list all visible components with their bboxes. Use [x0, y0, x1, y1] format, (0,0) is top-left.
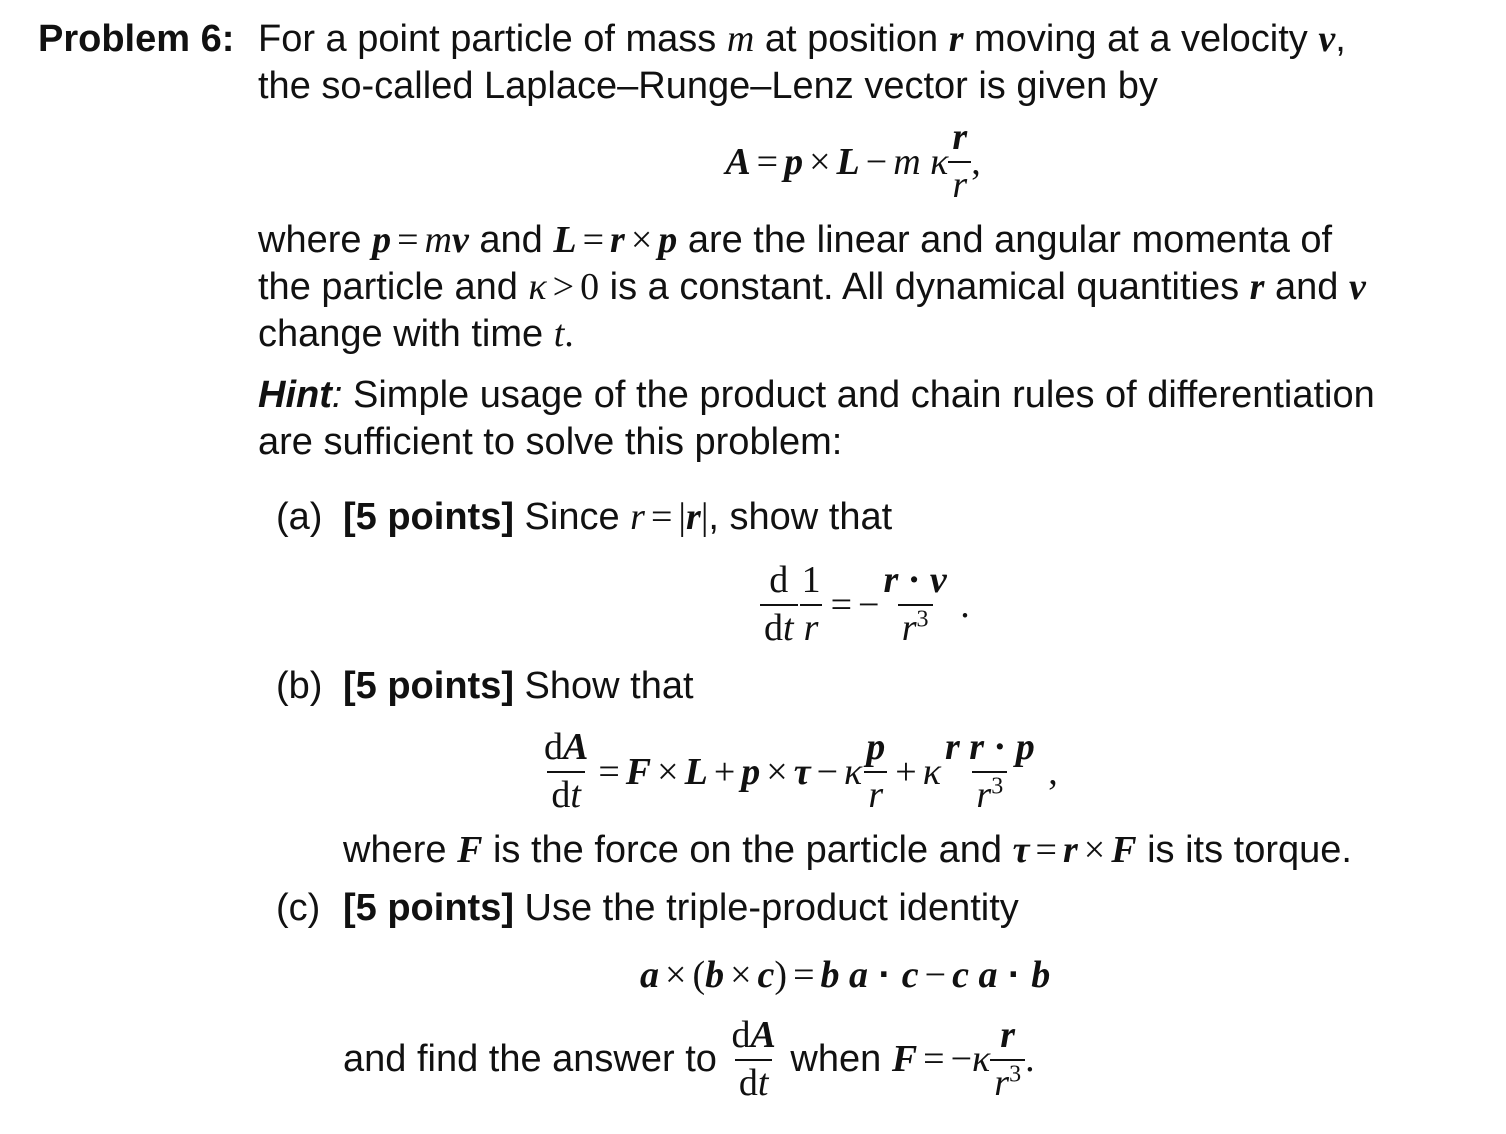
- hint-line-1: Hint: Simple usage of the product and chain rules of differentiation: [258, 374, 1375, 416]
- part-b-line: [5 points] Show that: [343, 665, 694, 707]
- part-a-points: [5 points]: [343, 496, 514, 538]
- part-b-where-line: where F is the force on the particle and τ = r × F is its torque.: [343, 829, 1352, 871]
- part-a-tag: (a): [276, 496, 323, 538]
- hint-label: Hint: [258, 374, 332, 416]
- lrl-vector-equation: A = p × L − m κ $\frac{r}{r}$ ,: [725, 116, 981, 206]
- r-hat-fraction: $\frac{r}{r}$: [948, 118, 971, 206]
- intro-line-2: the so-called Laplace–Runge–Lenz vector is given by: [258, 65, 1158, 107]
- where-line-3: change with time t.: [258, 313, 574, 355]
- part-a-equation: $\frac{d}{dt}$ $\frac{1}{r}$ = − $\frac{r \cdot v}{r^3}$ .: [760, 555, 970, 655]
- part-b-points: [5 points]: [343, 665, 514, 707]
- part-b-equation: $\frac{dA}{dt}$ = F × L + p × τ − κ $\frac{p}{r}$ + κ $\frac{\text{r r · p}}{r^3}$ ,: [544, 726, 1058, 816]
- hint-line-2: are sufficient to solve this problem:: [258, 421, 843, 463]
- triple-product-identity: a × ( b × c ) = b a · c − c a · b: [640, 953, 1051, 996]
- where-line-2: the particle and κ > 0 is a constant. All dynamical quantities r and v: [258, 266, 1366, 308]
- where-line-1: where p = mv and L = r × p are the linear and angular momenta of: [258, 219, 1333, 261]
- part-c-find-line: and find the answer to $\frac{dA}{dt}$ when F = − κ $\frac{r}{r^3}$ .: [343, 1013, 1035, 1104]
- intro-line-1: For a point particle of mass m at position r moving at a velocity v,: [258, 18, 1346, 60]
- part-c-line: [5 points] Use the triple-product identity: [343, 887, 1019, 929]
- part-a-line: [5 points] Since r = |r|, show that: [343, 496, 893, 538]
- part-c-tag: (c): [276, 887, 321, 929]
- problem-label: Problem 6:: [38, 18, 235, 60]
- part-b-tag: (b): [276, 665, 323, 707]
- part-c-points: [5 points]: [343, 887, 514, 929]
